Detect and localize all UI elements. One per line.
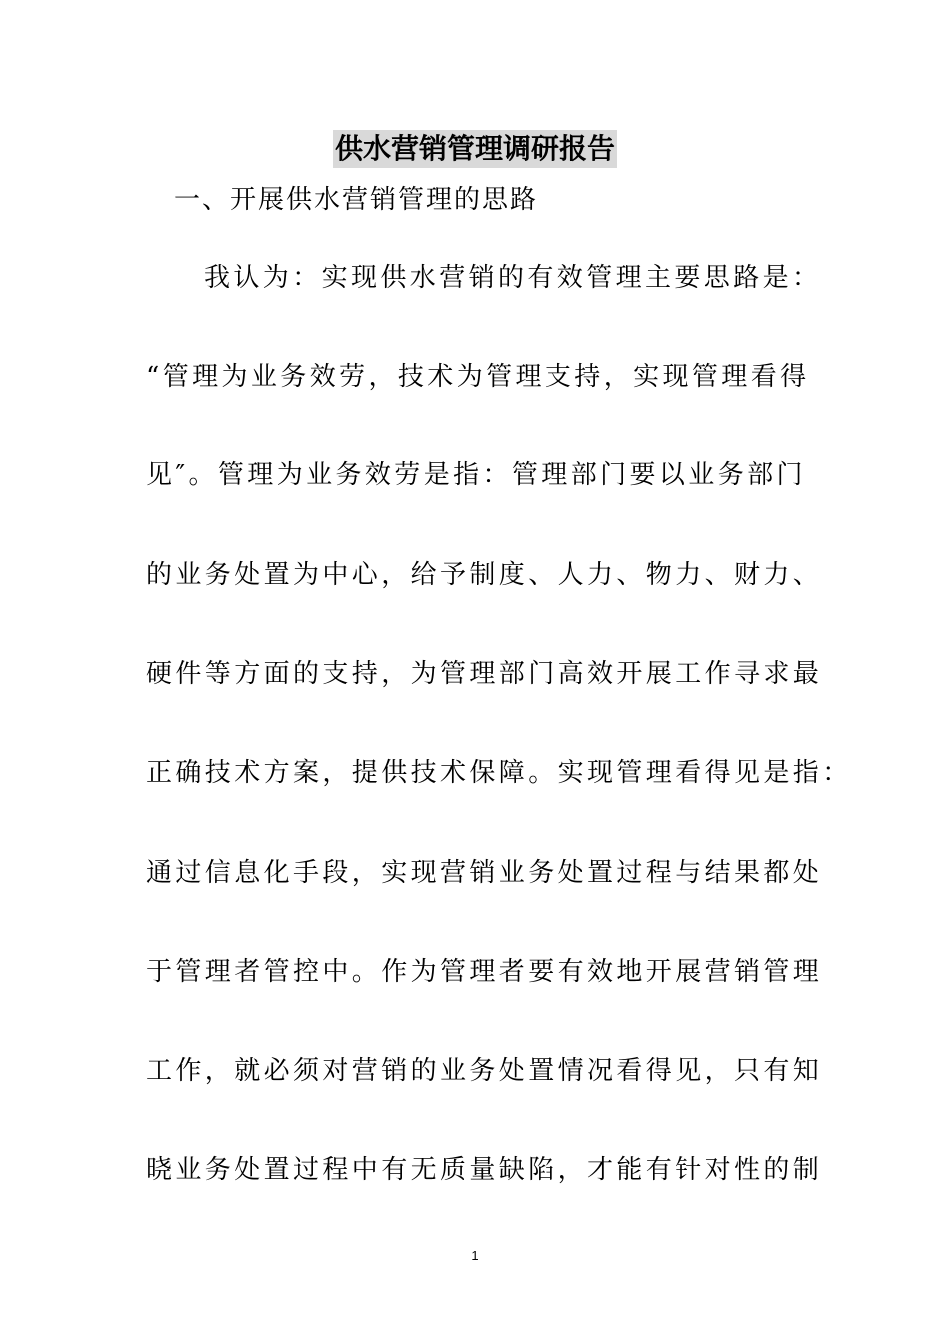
paragraph-line: “管理为业务效劳，技术为管理支持，实现管理看得	[146, 362, 810, 392]
page-number: 1	[471, 1248, 479, 1263]
section-heading: 一、开展供水营销管理的思路	[174, 185, 539, 215]
document-title: 供水营销管理调研报告	[333, 130, 617, 168]
paragraph-line: 工作，就必须对营销的业务处置情况看得见，只有知	[146, 1056, 823, 1086]
title-container	[0, 130, 950, 168]
paragraph-line: 硬件等方面的支持，为管理部门高效开展工作寻求最	[146, 659, 823, 689]
paragraph-line: 于管理者管控中。作为管理者要有效地开展营销管理	[146, 957, 823, 987]
paragraph-line: 正确技术方案，提供技术保障。实现管理看得见是指：	[146, 758, 852, 788]
paragraph-line: 我认为：实现供水营销的有效管理主要思路是：	[204, 263, 822, 293]
paragraph-line: 的业务处置为中心，给予制度、人力、物力、财力、	[146, 560, 823, 590]
paragraph-line: 通过信息化手段，实现营销业务处置过程与结果都处	[146, 858, 823, 888]
paragraph-line: 见″。管理为业务效劳是指：管理部门要以业务部门	[146, 460, 806, 490]
paragraph-line: 晓业务处置过程中有无质量缺陷，才能有针对性的制	[146, 1155, 823, 1185]
